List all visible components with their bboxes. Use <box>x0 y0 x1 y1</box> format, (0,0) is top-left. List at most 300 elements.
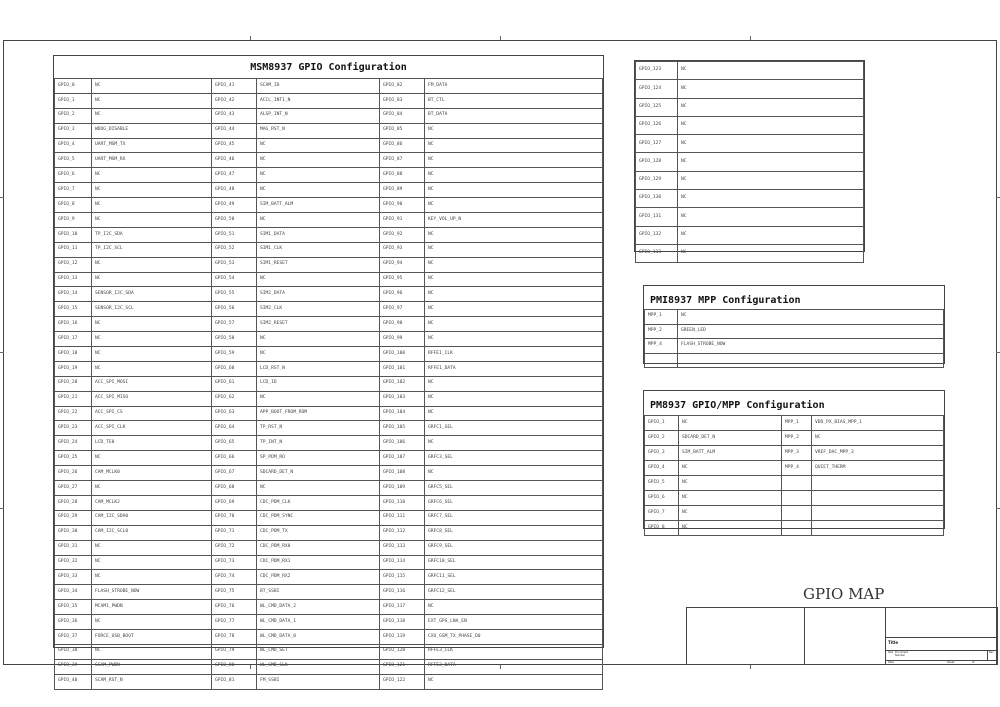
table-cell: NC <box>257 272 380 287</box>
msm-gpio-row <box>55 600 603 615</box>
table-cell: GPIO_36 <box>55 615 92 630</box>
table-cell: NC <box>92 570 212 585</box>
table-cell: GPIO_83 <box>380 93 425 108</box>
pm-gpio-mpp-title: PM8937 GPIO/MPP Configuration <box>650 400 825 411</box>
table-cell: ACC_SPI_MISO <box>92 391 212 406</box>
table-cell: GPIO_116 <box>380 585 425 600</box>
pm-gpio-mpp-panel <box>643 390 945 529</box>
table-cell: GPIO_31 <box>55 540 92 555</box>
table-cell: GPIO_95 <box>380 272 425 287</box>
table-cell: GPIO_13 <box>55 272 92 287</box>
table-cell: KEY_VOL_UP_N <box>425 213 603 228</box>
table-cell: GPIO_38 <box>55 644 92 659</box>
table-cell: GPIO_33 <box>55 570 92 585</box>
table-cell: GPIO_67 <box>212 466 257 481</box>
table-cell: MPP_2 <box>782 431 812 446</box>
table-cell: NC <box>92 317 212 332</box>
table-cell: RFFE1_DATA <box>425 361 603 376</box>
table-cell: NC <box>425 436 603 451</box>
table-cell: NC <box>678 80 864 98</box>
table-cell: NC <box>257 391 380 406</box>
table-cell: GPIO_0 <box>55 79 92 94</box>
table-cell: GPIO_59 <box>212 347 257 362</box>
table-cell: GPIO_85 <box>380 123 425 138</box>
table-cell: NC <box>812 431 944 446</box>
frame-tick <box>0 508 4 509</box>
table-cell: SIM1_RESET <box>257 257 380 272</box>
table-cell <box>812 521 944 536</box>
table-cell: SIM2_CLK <box>257 302 380 317</box>
table-cell: NC <box>257 183 380 198</box>
table-cell: CAM_MCLK0 <box>92 466 212 481</box>
table-cell <box>812 506 944 521</box>
table-cell: GPIO_96 <box>380 287 425 302</box>
table-cell: GPIO_10 <box>55 227 92 242</box>
table-cell: SIM_BATT_ALM <box>679 446 782 461</box>
gpio-ext-row <box>636 116 864 134</box>
pm-gpio-mpp-row <box>645 476 944 491</box>
table-cell: GPIO_26 <box>55 466 92 481</box>
table-cell: GPIO_8 <box>645 521 679 536</box>
table-cell: NC <box>257 347 380 362</box>
msm-gpio-row <box>55 391 603 406</box>
table-cell: NC <box>425 198 603 213</box>
table-cell: GPIO_48 <box>212 183 257 198</box>
table-cell: MPP_4 <box>782 461 812 476</box>
table-cell: FLASH_STROBE_NOW <box>678 339 944 354</box>
gpio-ext-row <box>636 244 864 262</box>
msm-gpio-row <box>55 361 603 376</box>
table-cell: GPIO_17 <box>55 332 92 347</box>
table-cell: GPIO_1 <box>645 416 679 431</box>
table-cell: GPIO_112 <box>380 525 425 540</box>
msm-gpio-row <box>55 629 603 644</box>
table-cell: GPIO_63 <box>212 406 257 421</box>
table-cell: NC <box>92 168 212 183</box>
table-cell: GPIO_24 <box>55 436 92 451</box>
table-cell: GPIO_84 <box>380 108 425 123</box>
msm-gpio-row <box>55 510 603 525</box>
table-cell: GRFC5_SEL <box>425 481 603 496</box>
table-cell: GPIO_30 <box>55 525 92 540</box>
msm-gpio-row <box>55 213 603 228</box>
table-cell: NC <box>92 257 212 272</box>
frame-tick <box>996 508 1000 509</box>
table-cell: RFFE3_DATA <box>425 659 603 674</box>
title-block-number: Number <box>895 654 906 657</box>
table-cell: NC <box>92 108 212 123</box>
table-cell: NC <box>92 213 212 228</box>
table-cell: GPIO_125 <box>636 98 678 116</box>
table-cell: NC <box>678 171 864 189</box>
table-cell: GPIO_110 <box>380 495 425 510</box>
table-cell: GPIO_55 <box>212 287 257 302</box>
table-cell: NC <box>257 168 380 183</box>
table-cell: NC <box>679 491 782 506</box>
gpio-ext-row <box>636 135 864 153</box>
msm-gpio-row <box>55 302 603 317</box>
msm-gpio-row <box>55 79 603 94</box>
table-cell: NC <box>425 242 603 257</box>
table-cell: CAM_MCLK2 <box>92 495 212 510</box>
table-cell: GPIO_43 <box>212 108 257 123</box>
title-block <box>686 607 998 665</box>
table-cell <box>812 491 944 506</box>
table-cell: NC <box>679 506 782 521</box>
table-cell: GRFC11_SEL <box>425 570 603 585</box>
table-cell: MAG_RST_N <box>257 123 380 138</box>
table-cell: SIM1_CLK <box>257 242 380 257</box>
table-cell: GPIO_105 <box>380 421 425 436</box>
table-cell: NC <box>678 116 864 134</box>
table-cell: GPIO_107 <box>380 451 425 466</box>
table-cell: GPIO_99 <box>380 332 425 347</box>
table-cell: GPIO_78 <box>212 629 257 644</box>
table-cell: NC <box>92 451 212 466</box>
table-cell: GPIO_1 <box>55 93 92 108</box>
table-cell: GPIO_79 <box>212 644 257 659</box>
table-cell: GPIO_50 <box>212 213 257 228</box>
table-cell: ACC_SPI_CS <box>92 406 212 421</box>
table-cell: TP_INT_N <box>257 436 380 451</box>
table-cell: NC <box>425 227 603 242</box>
msm-gpio-row <box>55 153 603 168</box>
table-cell: SCAM_RST_N <box>92 674 212 689</box>
msm-gpio-panel <box>53 55 604 684</box>
table-cell: GPIO_51 <box>212 227 257 242</box>
table-cell: CDC_PDM_RX2 <box>257 570 380 585</box>
table-cell: GPIO_7 <box>645 506 679 521</box>
table-cell: GPIO_4 <box>55 138 92 153</box>
table-cell <box>782 476 812 491</box>
table-cell: GPIO_22 <box>55 406 92 421</box>
title-block-title: Title <box>888 640 899 645</box>
pm-gpio-mpp-row <box>645 461 944 476</box>
table-cell: SENSOR_I2C_SCL <box>92 302 212 317</box>
table-cell: GPIO_35 <box>55 600 92 615</box>
msm-gpio-row <box>55 93 603 108</box>
table-cell: SCAM_ID <box>257 79 380 94</box>
pmi-mpp-row <box>645 310 944 325</box>
table-cell: ALSP_INT_N <box>257 108 380 123</box>
msm-gpio-row <box>55 347 603 362</box>
msm-gpio-table <box>54 78 603 690</box>
table-cell: WL_CMD_DATA_0 <box>257 629 380 644</box>
table-cell: GPIO_15 <box>55 302 92 317</box>
table-cell: GPIO_53 <box>212 257 257 272</box>
pm-gpio-mpp-row <box>645 521 944 536</box>
table-cell: CAM_I2C_SDA0 <box>92 510 212 525</box>
table-cell: GPIO_86 <box>380 138 425 153</box>
table-cell: VDD_PX_BIAS_MPP_1 <box>812 416 944 431</box>
table-cell: GPIO_106 <box>380 436 425 451</box>
msm-gpio-row <box>55 436 603 451</box>
table-cell: GPIO_5 <box>55 153 92 168</box>
table-cell: APP_BOOT_FROM_ROM <box>257 406 380 421</box>
pmi-mpp-row <box>645 353 944 368</box>
table-cell: GPIO_102 <box>380 376 425 391</box>
table-cell: GPIO_56 <box>212 302 257 317</box>
msm-gpio-row <box>55 451 603 466</box>
table-cell: GPIO_29 <box>55 510 92 525</box>
table-cell: ACC_SPI_CLK <box>92 421 212 436</box>
table-cell: GPIO_89 <box>380 183 425 198</box>
table-cell: NC <box>679 416 782 431</box>
table-cell: NC <box>425 332 603 347</box>
table-cell: NC <box>425 287 603 302</box>
msm-gpio-row <box>55 257 603 272</box>
table-cell: GPIO_109 <box>380 481 425 496</box>
title-block-size: Size <box>888 651 894 654</box>
table-cell: GPIO_128 <box>636 153 678 171</box>
table-cell: GPIO_25 <box>55 451 92 466</box>
table-cell: NC <box>425 466 603 481</box>
table-cell: NC <box>92 93 212 108</box>
table-cell: MPP_1 <box>645 310 678 325</box>
pmi-mpp-row <box>645 339 944 354</box>
table-cell: GPIO_2 <box>645 431 679 446</box>
pmi-mpp-panel <box>643 285 945 364</box>
table-cell: GPIO_5 <box>645 476 679 491</box>
table-cell: GPIO_73 <box>212 555 257 570</box>
table-cell: NC <box>678 98 864 116</box>
msm-gpio-row <box>55 406 603 421</box>
table-cell: NC <box>425 138 603 153</box>
table-cell: NC <box>678 153 864 171</box>
table-cell: GPIO_14 <box>55 287 92 302</box>
table-cell: MPP_1 <box>782 416 812 431</box>
table-cell: GPIO_121 <box>380 659 425 674</box>
table-cell: GPIO_44 <box>212 123 257 138</box>
title-block-of: of <box>972 661 975 664</box>
table-cell: GPIO_11 <box>55 242 92 257</box>
table-cell: NC <box>425 406 603 421</box>
table-cell: GPIO_28 <box>55 495 92 510</box>
table-cell: GPIO_100 <box>380 347 425 362</box>
table-cell: GPIO_90 <box>380 198 425 213</box>
table-cell: GPIO_72 <box>212 540 257 555</box>
table-cell: GREEN_LED <box>678 324 944 339</box>
table-cell: GPIO_8 <box>55 198 92 213</box>
table-cell: LCD_TE0 <box>92 436 212 451</box>
table-cell: GPIO_87 <box>380 153 425 168</box>
table-cell: NC <box>92 198 212 213</box>
table-cell: GPIO_117 <box>380 600 425 615</box>
table-cell: GPIO_118 <box>380 615 425 630</box>
table-cell: GPIO_124 <box>636 80 678 98</box>
table-cell: GPIO_27 <box>55 481 92 496</box>
table-cell: GPIO_74 <box>212 570 257 585</box>
table-cell: GPIO_46 <box>212 153 257 168</box>
table-cell: NC <box>678 226 864 244</box>
pm-gpio-mpp-row <box>645 416 944 431</box>
msm-gpio-row <box>55 615 603 630</box>
table-cell: FM_SSBI <box>257 674 380 689</box>
table-cell: NC <box>92 540 212 555</box>
table-cell: GPIO_120 <box>380 644 425 659</box>
table-cell: GRFC7_SEL <box>425 510 603 525</box>
table-cell: FM_DATA <box>425 79 603 94</box>
table-cell: GPIO_97 <box>380 302 425 317</box>
table-cell: NC <box>92 332 212 347</box>
table-cell: NC <box>679 476 782 491</box>
msm-gpio-row <box>55 525 603 540</box>
table-cell: GPIO_54 <box>212 272 257 287</box>
table-cell: GPIO_75 <box>212 585 257 600</box>
table-cell: GPIO_19 <box>55 361 92 376</box>
msm-gpio-row <box>55 555 603 570</box>
gpio-ext-panel <box>634 60 865 256</box>
msm-gpio-row <box>55 659 603 674</box>
frame-tick <box>0 352 4 353</box>
frame-tick <box>750 36 751 40</box>
frame-tick <box>500 36 501 40</box>
table-cell: NC <box>678 62 864 80</box>
table-cell: CAM_I2C_SCL0 <box>92 525 212 540</box>
table-cell: NC <box>425 674 603 689</box>
table-cell: GPIO_113 <box>380 540 425 555</box>
table-cell: GPIO_69 <box>212 495 257 510</box>
pm-gpio-mpp-table <box>644 415 944 536</box>
table-cell: NC <box>92 555 212 570</box>
table-cell: CDC_PDM_RX1 <box>257 555 380 570</box>
table-cell: GPIO_119 <box>380 629 425 644</box>
table-cell: GPIO_77 <box>212 615 257 630</box>
table-cell: NC <box>425 391 603 406</box>
table-cell: GPIO_37 <box>55 629 92 644</box>
table-cell: GRFC6_SEL <box>425 495 603 510</box>
table-cell: WL_CMD_CLK <box>257 659 380 674</box>
table-cell: GPIO_133 <box>636 244 678 262</box>
table-cell: NC <box>425 272 603 287</box>
table-cell: MPP_2 <box>645 324 678 339</box>
frame-tick <box>750 665 751 669</box>
table-cell: GPIO_98 <box>380 317 425 332</box>
pmi-mpp-row <box>645 324 944 339</box>
table-cell: GPIO_3 <box>645 446 679 461</box>
table-cell: GPIO_3 <box>55 123 92 138</box>
table-cell: NC <box>257 481 380 496</box>
table-cell: WL_CMD_DATA_1 <box>257 615 380 630</box>
table-cell: SENSOR_I2C_SDA <box>92 287 212 302</box>
msm-gpio-row <box>55 227 603 242</box>
table-cell: NC <box>425 317 603 332</box>
msm-gpio-row <box>55 570 603 585</box>
table-cell: CDC_PDM_TX <box>257 525 380 540</box>
gpio-ext-row <box>636 98 864 116</box>
table-cell: NC <box>425 302 603 317</box>
table-cell: VREF_DAC_MPP_3 <box>812 446 944 461</box>
table-cell: GPIO_132 <box>636 226 678 244</box>
msm-gpio-row <box>55 183 603 198</box>
table-cell: FORCE_USB_BOOT <box>92 629 212 644</box>
table-cell: NC <box>92 615 212 630</box>
table-cell: WDOG_DISABLE <box>92 123 212 138</box>
table-cell: GPIO_52 <box>212 242 257 257</box>
table-cell: GRFC9_SEL <box>425 540 603 555</box>
table-cell <box>645 353 678 368</box>
table-cell: GPIO_70 <box>212 510 257 525</box>
table-cell: GPIO_60 <box>212 361 257 376</box>
msm-gpio-row <box>55 376 603 391</box>
table-cell <box>782 491 812 506</box>
table-cell: GPIO_81 <box>212 674 257 689</box>
table-cell: GRFC10_SEL <box>425 555 603 570</box>
table-cell: SCAM_PWDN <box>92 659 212 674</box>
msm-gpio-row <box>55 198 603 213</box>
gpio-ext-row <box>636 190 864 208</box>
pm-gpio-mpp-row <box>645 446 944 461</box>
frame-tick <box>996 197 1000 198</box>
table-cell: NC <box>257 332 380 347</box>
title-block-sheet: Sheet <box>947 661 955 664</box>
table-cell: NC <box>425 376 603 391</box>
table-cell: GPIO_92 <box>380 227 425 242</box>
table-cell: GRFC3_SEL <box>425 451 603 466</box>
table-cell: CDC_PDM_SYNC <box>257 510 380 525</box>
table-cell: MPP_4 <box>645 339 678 354</box>
table-cell: SDCARD_DET_N <box>679 431 782 446</box>
msm-gpio-row <box>55 317 603 332</box>
table-cell: UART_MSM_TX <box>92 138 212 153</box>
msm-gpio-row <box>55 123 603 138</box>
table-cell: CDC_PDM_CLK <box>257 495 380 510</box>
msm-gpio-row <box>55 495 603 510</box>
table-cell: GPIO_82 <box>380 79 425 94</box>
table-cell: NC <box>678 244 864 262</box>
table-cell: SDCARD_DET_N <box>257 466 380 481</box>
table-cell: GPIO_49 <box>212 198 257 213</box>
table-cell: GRFC8_SEL <box>425 525 603 540</box>
table-cell: NC <box>92 183 212 198</box>
title-block-date: Date <box>888 661 894 664</box>
table-cell: GPIO_57 <box>212 317 257 332</box>
msm-gpio-row <box>55 108 603 123</box>
table-cell: MCAM1_PWDN <box>92 600 212 615</box>
table-cell: NC <box>92 361 212 376</box>
gpio-ext-row <box>636 62 864 80</box>
table-cell: NC <box>678 190 864 208</box>
table-cell: BT_SSBI <box>257 585 380 600</box>
gpio-ext-row <box>636 208 864 226</box>
msm-gpio-row <box>55 332 603 347</box>
table-cell: GPIO_61 <box>212 376 257 391</box>
table-cell: GPIO_103 <box>380 391 425 406</box>
table-cell: GPIO_131 <box>636 208 678 226</box>
gpio-ext-row <box>636 226 864 244</box>
table-cell: GPIO_9 <box>55 213 92 228</box>
table-cell: NC <box>678 135 864 153</box>
pmi-mpp-table <box>644 309 944 368</box>
table-cell: GPIO_4 <box>645 461 679 476</box>
table-cell: NC <box>92 644 212 659</box>
table-cell: GPIO_111 <box>380 510 425 525</box>
table-cell: GPIO_34 <box>55 585 92 600</box>
gpio-ext-row <box>636 80 864 98</box>
table-cell: GPIO_122 <box>380 674 425 689</box>
table-cell: GPIO_2 <box>55 108 92 123</box>
title-block-doc: Document <box>895 651 908 654</box>
gpio-ext-row <box>636 153 864 171</box>
msm-gpio-row <box>55 287 603 302</box>
table-cell: GPIO_20 <box>55 376 92 391</box>
table-cell: WL_CMD_DATA_2 <box>257 600 380 615</box>
table-cell: NC <box>678 208 864 226</box>
table-cell: NC <box>92 272 212 287</box>
table-cell: RFFE3_CLK <box>425 644 603 659</box>
pmi-mpp-title: PMI8937 MPP Configuration <box>650 295 801 306</box>
table-cell: GPIO_94 <box>380 257 425 272</box>
